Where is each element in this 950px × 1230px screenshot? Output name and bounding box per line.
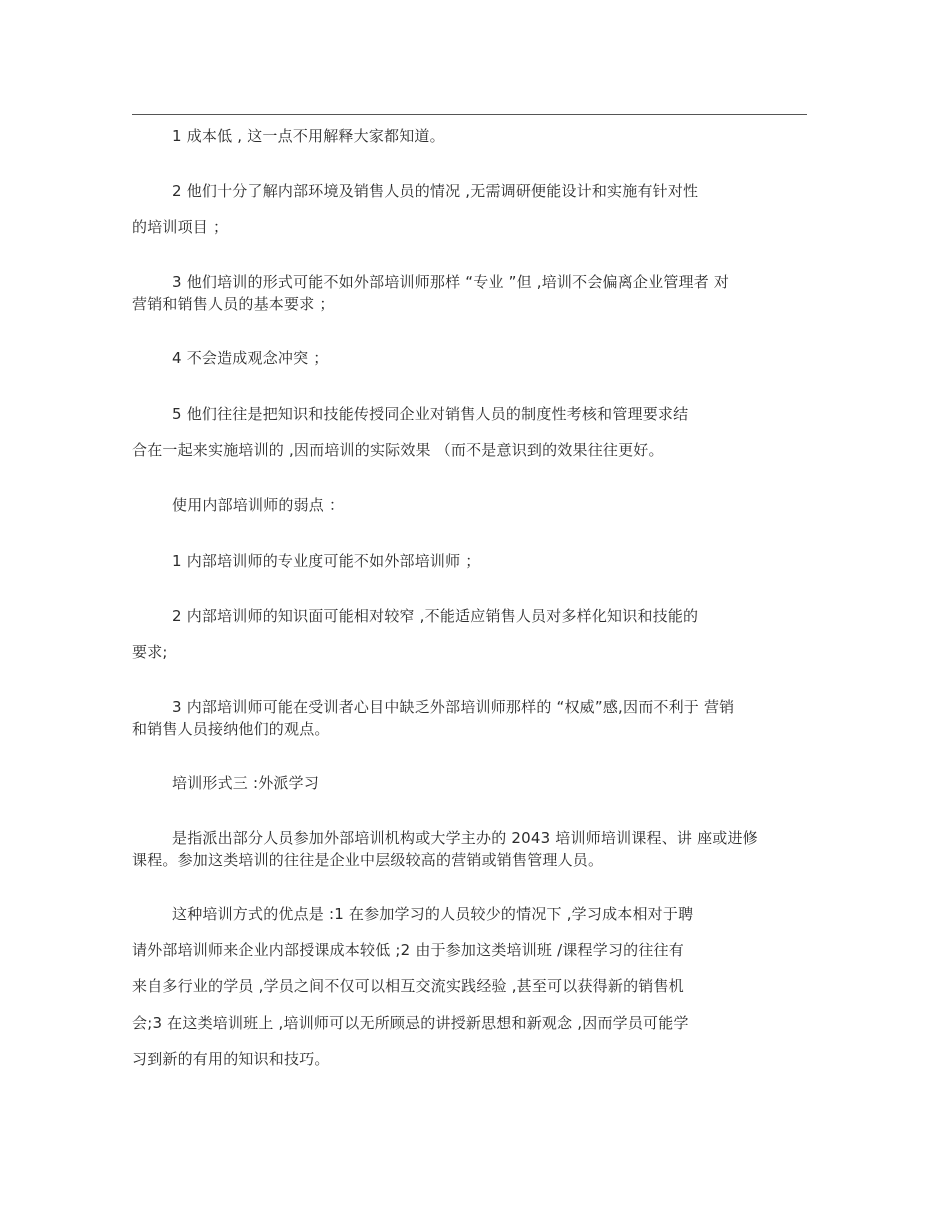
paragraph-line: 习到新的有用的知识和技巧。 [132,1050,330,1068]
paragraph-line: 这种培训方式的优点是 :1 在参加学习的人员较少的情况下 ,学习成本相对于聘 [172,905,694,923]
paragraph-line: 营销和销售人员的基本要求 ； [132,295,335,313]
paragraph-line: 1 内部培训师的专业度可能不如外部培训师 ； [172,552,481,570]
section-heading: 使用内部培训师的弱点 ： [172,496,345,514]
section-heading: 培训形式三 :外派学习 [172,774,320,792]
paragraph-line: 2 内部培训师的知识面可能相对较窄 ,不能适应销售人员对多样化知识和技能的 [172,607,699,625]
header-rule [132,114,807,115]
paragraph-line: 合在一起来实施培训的 ,因而培训的实际效果 （而不是意识到的效果往往更好。 [132,441,664,459]
paragraph-line: 来自多行业的学员 ,学员之间不仅可以相互交流实践经验 ,甚至可以获得新的销售机 [132,977,684,995]
paragraph-line: 3 他们培训的形式可能不如外部培训师那样 “专业 ”但 ,培训不会偏离企业管理者 对 [172,273,730,291]
paragraph-line: 是指派出部分人员参加外部培训机构或大学主办的 2043 培训师培训课程、讲 座或进修 [172,829,758,847]
paragraph-line: 和销售人员接纳他们的观点。 [132,720,330,738]
paragraph-line: 会;3 在这类培训班上 ,培训师可以无所顾忌的讲授新思想和新观念 ,因而学员可能学 [132,1014,689,1032]
paragraph-line: 4 不会造成观念冲突 ； [172,349,329,367]
paragraph-line: 要求; [132,643,168,661]
paragraph-line: 课程。参加这类培训的往往是企业中层级较高的营销或销售管理人员。 [132,851,604,869]
paragraph-line: 1 成本低 , 这一点不用解释大家都知道。 [172,127,445,145]
paragraph-line: 5 他们往往是把知识和技能传授同企业对销售人员的制度性考核和管理要求结 [172,405,689,423]
paragraph-line: 请外部培训师来企业内部授课成本较低 ;2 由于参加这类培训班 /课程学习的往往有 [132,941,684,959]
paragraph-line: 的培训项目 ； [132,218,229,236]
paragraph-line: 3 内部培训师可能在受训者心目中缺乏外部培训师那样的 “权威”感,因而不利于 营销 [172,698,735,716]
paragraph-line: 2 他们十分了解内部环境及销售人员的情况 ,无需调研便能设计和实施有针对性 [172,182,699,200]
